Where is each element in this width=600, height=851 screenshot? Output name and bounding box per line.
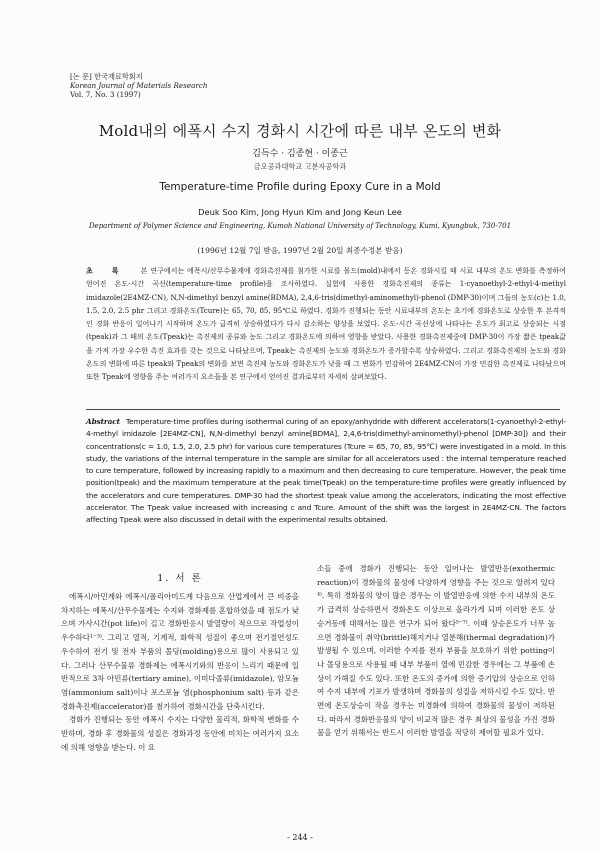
page-number: - 244 - — [287, 833, 313, 842]
paragraph: 경화가 진행되는 동안 에폭시 수지는 다양한 물리적, 화학적 변화를 수반하며, 경화 후 경화물의 성질은 경화과정 동안에 미치는 여러가지 요소에 의해 영향을 받는다. 이 요 — [61, 715, 299, 752]
journal-volume: Vol. 7, No. 3 (1997) — [70, 90, 141, 99]
affiliation-korean: 금오공과대학교 고분자공학과 — [253, 162, 347, 171]
paper-title-korean: Mold내의 에폭시 수지 경화시 시간에 따른 내부 온도의 변화 — [98, 122, 502, 140]
abstract-korean — [86, 264, 566, 384]
abstract-divider — [86, 409, 560, 410]
body-column-left — [61, 590, 299, 754]
journal-name-en: Korean Journal of Materials Research — [70, 81, 208, 90]
journal-category: [논 문] 한국재료학회지 — [70, 72, 143, 81]
paragraph: 에폭시/아민계와 에폭시/폴리아미드계 다음으로 산업계에서 큰 비중을 차지하는 에폭시/산무수물계는 수지와 경화제를 혼합하였을 때 점도가 낮으며 가사시간(pot life)이 길고 경화반응시 발열량이 적으므로 작업성이 우수하다¹⁻³⁾. 그리고 열적, 기계적, 화학적 성질이 좋으며 전기절연성도 우수하여 전기 및 전자 부품의 몰딩(molding)용으로 많이 사용되고 있다. 그러나 산무수물류 경화제는 에폭시기와의 반응이 느리기 때문에 일반적으로 3차 아민류(tertiary amine), 이미다졸류(imidazole), 암모늄염(ammonium salt)이나 포스포늄 염(phosphonium salt) 등과 같은 경화촉진제(accelerator)를 첨가하여 경화시간을 단축시킨다. — [61, 592, 299, 711]
paragraph: 소들 중에 경화가 진행되는 동안 일어나는 발열반응(exothermic reaction)이 경화물의 물성에 다양하게 영향을 주는 것으로 알려져 있다⁴⁾. 특히 경화물의 양이 많은 경우는 이 발열반응에 의한 수지 내부의 온도가 급격히 상승하면서 경화온도 이상으로 올라가게 되며 이러한 온도 상승거동에 대해서는 많은 연구가 되어 왔다⁵⁻⁷⁾. 이때 상승온도가 너무 높으면 경화물이 취약(brittle)해지거나 열분해(thermal degradation)가 발생될 수 있으며, 이러한 수지를 전자 부품을 보호하기 위한 potting이나 몰딩용으로 사용될 때 내부 부품이 열에 민감한 경우에는 그 부품에 손상이 가해질 수도 있다. 또한 온도의 증가에 의한 증기압의 상승으로 인하여 수지 내부에 기포가 발생하며 경화물의 성질을 저하시킬 수도 있다. 반면에 온도상승이 작을 경우는 미경화에 의하여 경화물의 물성이 저하된다. 따라서 경화반응물의 양이 비교적 많은 경우 최상의 물성을 가진 경화물을 얻기 위해서는 반드시 이러한 발열을 적당히 제어할 필요가 있다. — [317, 564, 555, 738]
abstract-english — [86, 416, 566, 527]
abstract-korean-text: 본 연구에서는 에폭시/산무수물계에 경화촉진제를 첨가한 시료를 몰드(mold)내에서 등온 경화시킬 때 시료 내부의 온도 변화를 측정하여 얻어진 온도-시간 곡선(temperature-time profile)을 조사하였다. 실험에 사용한 경화촉진제의 종류는 1-cyanoethyl-2-ethyl-4-methyl imidazole(2E4MZ-CN), N,N-dimethyl benzyl amine(BDMA), 2,4,6-tris(dimethyl-aminomethyl)-phenol (DMP-30)이며 그들의 농도(c)는 1.0, 1.5, 2.0, 2.5 phr 그리고 경화온도(Tcure)는 65, 70, 85, 95℃로 하였다. 경화가 진행되는 동안 시료내부의 온도는 초기에 경화온도로 상승한 후 본격적인 경화 반응이 일어나기 시작하며 온도가 급격히 상승하였다가 다시 감소하는 양상을 보였다. 온도-시간 곡선상에 나타나는 온도가 최고로 상승되는 시점(tpeak)과 그 때의 온도(Tpeak)는 촉진제의 종류와 농도 그리고 경화온도에 의하여 영향을 받았다. 사용한 경화촉진제중에 DMP-30이 가장 짧은 tpeak값을 가져 가장 우수한 촉진 효과를 갖는 것으로 나타났으며, Tpeak는 촉진제의 농도와 경화온도가 증가할수록 상승하였다. 그리고 경화촉진제의 농도와 경화온도의 변화에 따른 tpeak와 Tpeak의 변화를 보면 촉진제 농도와 경화온도가 낮을 때 그 변화가 민감하여 2E4MZ-CN이 가장 민감한 촉진제로 나타났으며 또한 Tpeak에 영향을 주는 여러가지 요소들을 본 연구에서 얻어진 결과로부터 자세히 살펴보았다. — [86, 266, 566, 382]
journal-header — [70, 72, 208, 99]
section-heading-introduction: 1. 서 론 — [157, 573, 203, 584]
body-column-right — [317, 562, 555, 740]
paper-title-english: Temperature-time Profile during Epoxy Cure in a Mold — [159, 181, 441, 193]
affiliation-english: Department of Polymer Science and Engineering, Kumoh National University of Technology, Kumi, Kyungbuk, 730-701 — [88, 222, 512, 230]
authors-korean: 김득수 · 김종현 · 이종근 — [252, 149, 348, 159]
abstract-korean-label: 초 록 — [86, 266, 127, 275]
abstract-english-label: Abstract — [86, 417, 120, 426]
authors-english: Deuk Soo Kim, Jong Hyun Kim and Jong Keun Lee — [198, 207, 402, 217]
abstract-english-text: Temperature-time profiles during isothermal curing of an epoxy/anhydride with different accelerators(1-cyanoethyl-2-ethyl-4-methyl imidazole [2E4MZ-CN], N,N-dimethyl benzyl amine[BDMA], 2,4,6-tris(dimethyl-aminomethyl)-phenol [DMP-30]) and their concentrations(c = 1.0, 1.5, 2.0, 2.5 phr) for various cure temperatures (Tcure = 65, 70, 85, 95℃) were investigated in a mold. In this study, the variations of the internal temperature in the sample are similar for all accelerators used : the internal temperature reached to cure temperature, followed by increasing rapidly to a maximum and then decreasing to cure temperature. However, the peak time position(tpeak) and the maximum temperature at the peak time(Tpeak) on the temperature-time profiles were greatly influenced by the accelerators and cure temperatures. DMP-30 had the shortest tpeak value among the accelerators, indicating the most effective accelerator. The Tpeak value increased with increasing c and Tcure. Amount of the shift was the largest in 2E4MZ-CN. The factors affecting Tpeak were also discussed in detail with the experimental results obtained. — [86, 417, 566, 525]
received-dates: (1996년 12월 7일 받음, 1997년 2월 20일 최종수정본 받음) — [197, 246, 403, 255]
